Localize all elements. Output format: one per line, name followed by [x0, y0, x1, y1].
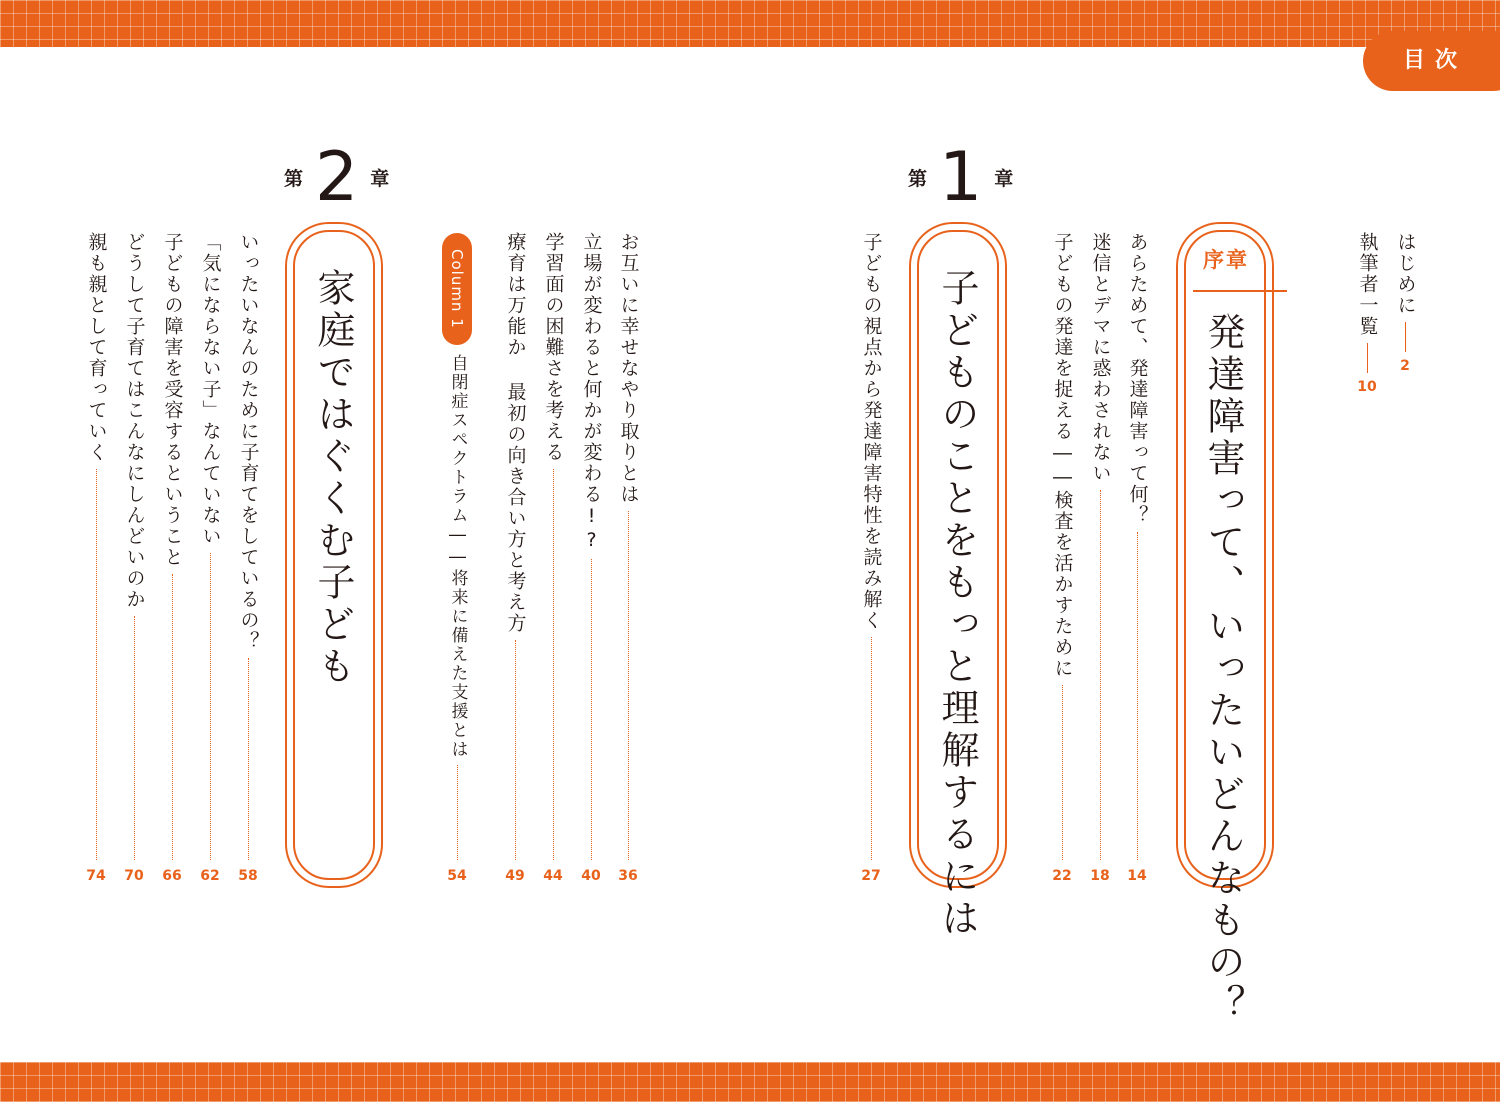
leader-dots — [1062, 685, 1063, 860]
chapter-prefix: 第 — [908, 168, 928, 190]
page-number: 70 — [124, 868, 144, 884]
chapter-1-title: 子どものことをもっと理解するには — [935, 268, 979, 940]
entry-title: 「気にならない子」なんていない — [199, 232, 222, 547]
entry-title: 子どもの視点から発達障害特性を読み解く — [860, 232, 883, 631]
entry-title: 迷信とデマに惑わされない — [1089, 232, 1112, 484]
entry-title: 子どもの発達を捉える――検査を活かすために — [1051, 232, 1074, 679]
prologue-title: 発達障害って、いったいどんなもの？ — [1201, 312, 1245, 1026]
toc-entry[interactable] — [502, 232, 528, 884]
leader-dots — [628, 511, 629, 860]
page-number: 10 — [1357, 379, 1377, 395]
leader-dots — [1100, 490, 1101, 860]
chapter-2-heading — [284, 138, 389, 217]
leader-dots — [871, 637, 872, 860]
page-number: 22 — [1052, 868, 1072, 884]
toc-entry[interactable] — [1049, 232, 1075, 884]
entry-title: 療育は万能か 最初の向き合い方と考え方 — [504, 232, 527, 634]
chapter-number: 1 — [939, 138, 983, 217]
entry-title: 子どもの障害を受容するということ — [161, 232, 184, 568]
leader-dots — [172, 574, 173, 860]
page-number: 27 — [861, 868, 881, 884]
entry-title: お互いに幸せなやり取りとは — [617, 232, 640, 505]
toc-entry[interactable] — [1124, 232, 1150, 884]
page-number: 18 — [1090, 868, 1110, 884]
page-number: 14 — [1127, 868, 1147, 884]
toc-entry-column[interactable] — [444, 354, 470, 884]
page-number: 44 — [543, 868, 563, 884]
leader-dots — [553, 469, 554, 860]
leader-dots — [457, 765, 458, 860]
toc-entry[interactable] — [1087, 232, 1113, 884]
toc-entry[interactable] — [83, 232, 109, 884]
toc-tab: 目次 — [1363, 31, 1500, 91]
toc-entry[interactable] — [197, 232, 223, 884]
leader-dots — [96, 469, 97, 860]
entry-title: 親も親として育っていく — [85, 232, 108, 463]
toc-entry[interactable] — [578, 232, 604, 884]
page-number: 66 — [162, 868, 182, 884]
leader-line — [1405, 322, 1406, 352]
bottom-grid-band — [0, 1062, 1500, 1102]
entry-title: 執筆者一覧 — [1356, 232, 1379, 337]
chapter-1-heading — [908, 138, 1013, 217]
entry-title: 立場が変わると何かが変わる!? — [580, 232, 603, 553]
page-number: 40 — [581, 868, 601, 884]
entry-title: 学習面の困難さを考える — [542, 232, 565, 463]
leader-dots — [515, 640, 516, 860]
toc-entry[interactable] — [121, 232, 147, 884]
toc-entry[interactable] — [858, 232, 884, 884]
toc-entry[interactable] — [615, 232, 641, 884]
page-number: 58 — [238, 868, 258, 884]
leader-dots — [210, 553, 211, 860]
entry-title: どうして子育てはこんなにしんどいのか — [123, 232, 146, 610]
toc-entry[interactable] — [235, 232, 261, 884]
page-number: 49 — [505, 868, 525, 884]
page-number: 54 — [447, 868, 467, 884]
toc-entry[interactable] — [540, 232, 566, 884]
page-number: 2 — [1400, 358, 1410, 374]
prologue-rule — [1193, 290, 1287, 292]
leader-line — [1367, 343, 1368, 373]
chapter-suffix: 章 — [994, 168, 1014, 190]
page-number: 36 — [618, 868, 638, 884]
toc-entry-hajimeni[interactable] — [1392, 232, 1418, 382]
leader-dots — [591, 559, 592, 860]
entry-title: あらためて、発達障害って何？ — [1126, 232, 1149, 526]
leader-dots — [1137, 532, 1138, 860]
page-number: 74 — [86, 868, 106, 884]
chapter-prefix: 第 — [284, 168, 304, 190]
chapter-suffix: 章 — [370, 168, 390, 190]
column-label-pill: Column 1 — [442, 233, 472, 345]
chapter-2-title: 家庭ではぐくむ子ども — [311, 268, 355, 688]
toc-entry[interactable] — [159, 232, 185, 884]
entry-title: はじめに — [1394, 232, 1417, 316]
entry-title: 自閉症スペクトラム――将来に備えた支援とは — [447, 354, 468, 759]
page-number: 62 — [200, 868, 220, 884]
prologue-label: 序章 — [1203, 248, 1249, 272]
chapter-number: 2 — [315, 138, 359, 217]
toc-entry-shippitsusha[interactable] — [1354, 232, 1380, 397]
top-grid-band — [0, 0, 1500, 47]
leader-dots — [248, 658, 249, 860]
leader-dots — [134, 616, 135, 860]
entry-title: いったいなんのために子育てをしているの？ — [237, 232, 260, 652]
